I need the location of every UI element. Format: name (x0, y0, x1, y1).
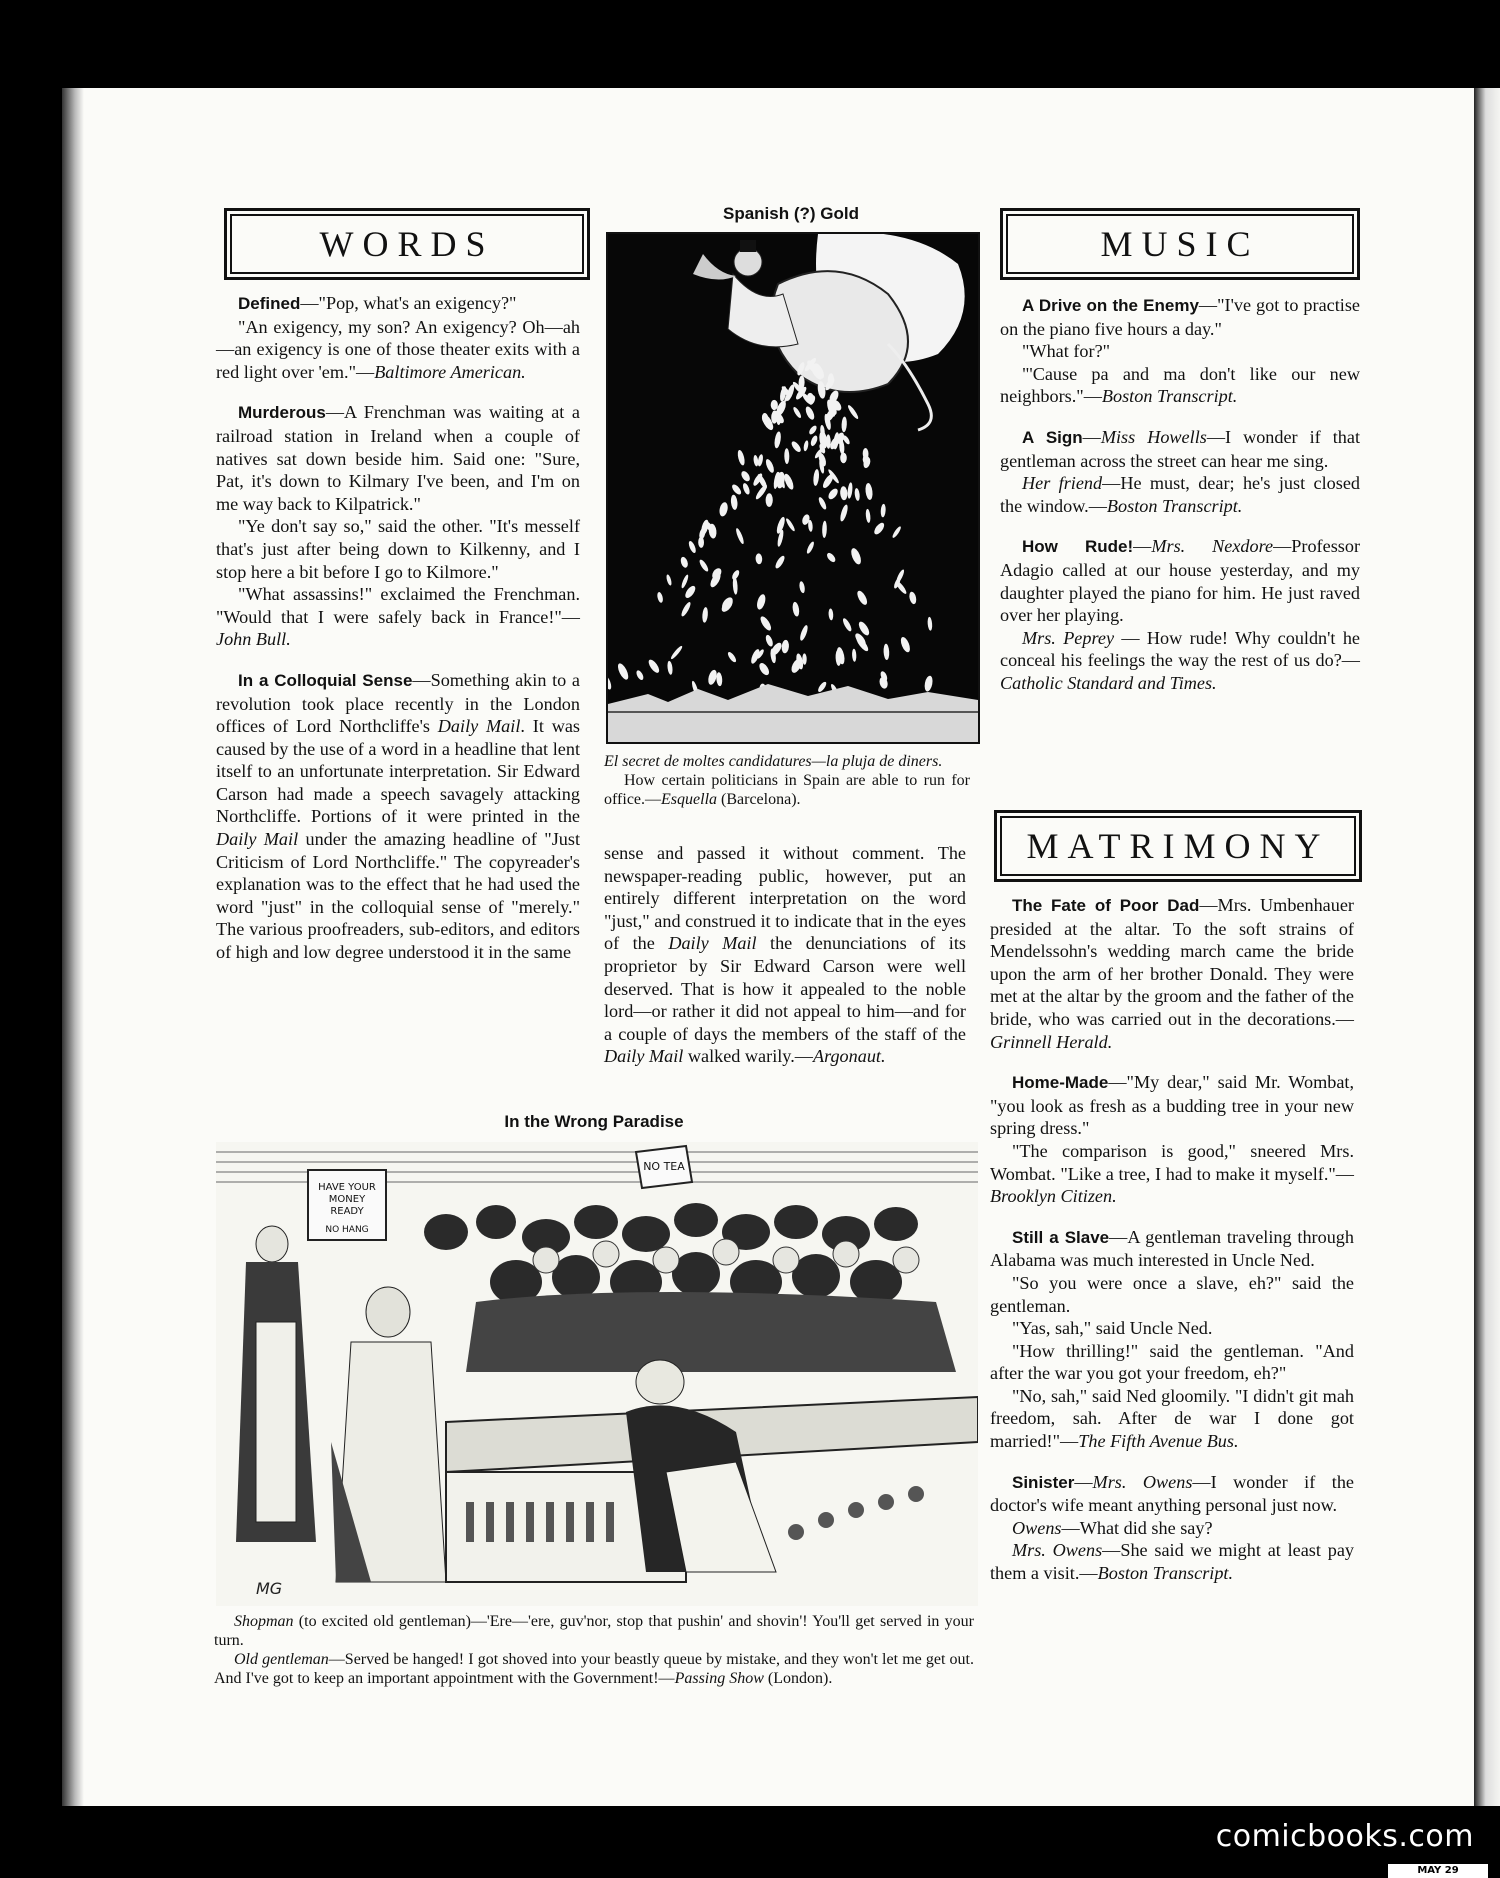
article-continuation: sense and passed it without comment. The newspaper-reading public, however, put an entirely different interpretation on the word "just," and construed it to indicate that in the eyes of the Daily Mail the denunciations of its proprietor by Sir Edward Carson were well deserved. That is how it appealed to the noble lord—or rather it did not appeal to him—and for a couple of days the members of the staff of the Daily Mail walked warily.—Argonaut. (604, 843, 966, 1067)
article-paragraph: "The comparison is good," sneered Mrs. Wombat. "Like a tree, I had to make it myself."—Brooklyn Citizen. (990, 1140, 1354, 1207)
article-paragraph: "So you were once a slave, eh?" said the gentleman. (990, 1272, 1354, 1316)
article-title: How Rude! (1022, 537, 1134, 557)
cartoon-wrong-paradise (216, 1142, 978, 1606)
cartoon-title: Spanish (?) Gold (723, 204, 859, 223)
article-source: Grinnell Herald. (990, 1031, 1113, 1052)
article-title: Murderous (238, 403, 326, 423)
article-title: A Sign (1022, 427, 1083, 447)
article-paragraph: "What assassins!" exclaimed the Frenchman. "Would that I were safely back in France!"—John Bull. (216, 584, 580, 650)
article-paragraph: "How thrilling!" said the gentleman. "And after the war you got your freedom, eh?" (990, 1340, 1354, 1384)
article-title: Still a Slave (1012, 1227, 1110, 1247)
music-column (1000, 294, 1360, 695)
section-title-words: WORDS (319, 224, 495, 264)
article-source: Argonaut. (812, 1046, 886, 1067)
words-column (216, 292, 580, 964)
section-header-matrimony (994, 810, 1362, 882)
article-title: Defined (238, 294, 301, 313)
watermark-text: comicbooks.com (1215, 1819, 1474, 1854)
cartoon2-caption (214, 1612, 974, 1688)
section-header-music (1000, 208, 1360, 280)
caption-catalan: El secret de moltes candidatures—la pluja de diners. (604, 753, 943, 770)
money-rain-illustration (608, 234, 978, 742)
article-sinister: Sinister—Mrs. Owens—I wonder if the doctor's wife meant anything personal just now. (990, 1471, 1354, 1516)
article-source: Baltimore American. (374, 361, 526, 382)
article-title: A Drive on the Enemy (1022, 296, 1199, 315)
article-paragraph: Her friend—He must, dear; he's just closed the window.—Boston Transcript. (1000, 473, 1360, 516)
article-drive: A Drive on the Enemy—"I've got to practise on the piano five hours a day." (1000, 295, 1360, 339)
queue-illustration (216, 1142, 978, 1606)
sign-no-hang: NO HANG (325, 1225, 369, 1235)
article-slave: Still a Slave—A gentleman traveling through Alabama was much interested in Uncle Ned. (990, 1226, 1354, 1271)
coin (840, 453, 847, 464)
article-title: In a Colloquial Sense (238, 670, 413, 690)
sign-money: HAVE YOUR MONEY READY (318, 1182, 376, 1217)
article-paragraph: "What for?" (1022, 341, 1111, 362)
section-title-music: MUSIC (1100, 224, 1260, 264)
page-edge (1474, 88, 1500, 1806)
article-source: Boston Transcript. (1101, 386, 1238, 407)
article-paragraph: Owens—What did she say? (1012, 1517, 1213, 1538)
article-murderous: Murderous—A Frenchman was waiting at a railroad station in Ireland when a couple of natives sat down beside him. Said one: "Sure, Pat, it's down to Kilmary I've been, and I'm on me way back to Kilpatrick." (216, 402, 580, 514)
article-fate: The Fate of Poor Dad—Mrs. Umbenhauer presided at the altar. To the soft strains of Mendelssohn's wedding march came the bride upon the arm of her brother Donald. They were met at the altar by the groom and the father of the bride, who was carried out in the decorations.—Grinnell Herald. (990, 895, 1354, 1052)
section-title-matrimony: MATRIMONY (1026, 826, 1330, 866)
article-source: Boston Transcript. (1097, 1563, 1234, 1584)
section-header-words (224, 208, 590, 280)
article-title: The Fate of Poor Dad (1012, 896, 1200, 915)
article-paragraph: "An exigency, my son? An exigency? Oh—ah—an exigency is one of those theater exits with a red light over 'em."—Baltimore American. (216, 316, 580, 382)
article-paragraph: "'Cause pa and ma don't like our new neighbors."—Boston Transcript. (1000, 363, 1360, 407)
cartoon1-caption (604, 752, 970, 809)
article-source: Boston Transcript. (1106, 495, 1243, 516)
article-source: The Fifth Avenue Bus. (1078, 1431, 1239, 1452)
page-tag: MAY 29 (1388, 1864, 1488, 1878)
article-sign: A Sign—Miss Howells—I wonder if that gentleman across the street can hear me sing. (1000, 426, 1360, 471)
sign-no-tea: NO TEA (643, 1160, 685, 1173)
article-source: Brooklyn Citizen. (990, 1186, 1117, 1207)
article-rude: How Rude!—Mrs. Nexdore—Professor Adagio called at our house yesterday, and my daughter played the piano for him. He just raved over her playing. (1000, 536, 1360, 626)
article-colloquial: In a Colloquial Sense—Something akin to a revolution took place recently in the London offices of Lord Northcliffe's Daily Mail. It was caused by the use of a word in a headline that lent itself to an unfortunate interpretation. Sir Edward Carson had made a speech savagely attacking Northcliffe. Portions of it were printed in the Daily Mail under the amazing headline of "Just Criticism of Lord Northcliffe." The copyreader's explanation was to the effect that he had used the word "just" in the colloquial sense of "merely." The various proofreaders, sub-editors, and editors of high and low degree understood it in the same (216, 669, 580, 963)
article-source: John Bull. (216, 629, 291, 650)
article-title: Sinister (1012, 1472, 1075, 1492)
caption-old-gentleman: Old gentleman—Served be hanged! I got shoved into your beastly queue by mistake, and they won't let me get out. And I've got to keep an important appointment with the Government!—Passing Show (London). (214, 1651, 975, 1687)
article-defined: Defined—"Pop, what's an exigency?" (238, 293, 517, 313)
cartoon-title: In the Wrong Paradise (504, 1112, 684, 1131)
artist-signature: MG (256, 1579, 283, 1598)
article-paragraph: "No, sah," said Ned gloomily. "I didn't git mah freedom, sah. After de war I done got married!"—The Fifth Avenue Bus. (990, 1385, 1354, 1452)
article-home-made: Home-Made—"My dear," said Mr. Wombat, "you look as fresh as a budding tree in your new spring dress." (990, 1072, 1354, 1139)
article-paragraph: Mrs. Peprey — How rude! Why couldn't he conceal his feelings the way the rest of us do?—Catholic Standard and Times. (1000, 627, 1360, 693)
caption-english: How certain politicians in Spain are able to run for office.—Esquella (Barcelona). (604, 772, 970, 808)
words-column-continued (604, 842, 966, 1068)
article-paragraph: Mrs. Owens—She said we might at least pay them a visit.—Boston Transcript. (990, 1540, 1354, 1584)
matrimony-column (990, 894, 1354, 1585)
cartoon-spanish-gold (606, 232, 980, 744)
page-binding-shadow (62, 88, 84, 1806)
article-title: Home-Made (1012, 1073, 1109, 1093)
article-paragraph: "Ye don't say so," said the other. "It's mesself that's just after being down to Kilkenny, and I stop here a bit before I go to Kilmore." (216, 516, 580, 582)
caption-shopman: Shopman (to excited old gentleman)—'Ere—'ere, guv'nor, stop that pushin' and shovin'! You'll get served in your turn. (214, 1613, 974, 1649)
article-source: Catholic Standard and Times. (1000, 672, 1217, 693)
article-paragraph: "Yas, sah," said Uncle Ned. (1012, 1318, 1213, 1339)
